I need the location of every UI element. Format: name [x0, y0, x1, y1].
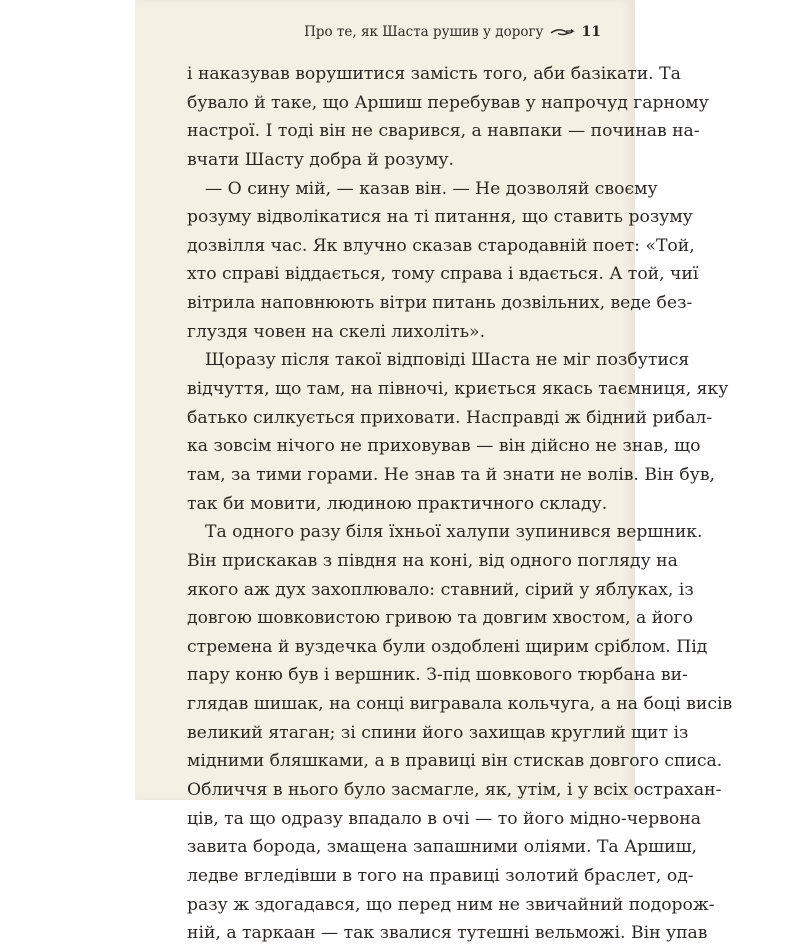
text-line: пару коню був і вершник. З-під шовкового тюрбана ви- [187, 665, 688, 686]
text-line: разу ж здогадався, що перед ним не звичайний подорож- [187, 894, 715, 915]
text-line: мідними бляшками, а в правиці він стискав довгого списа. [187, 751, 723, 772]
body-text [187, 60, 733, 948]
text-line: Обличчя в нього було засмагле, як, утім, і у всіх острахан- [187, 780, 722, 801]
text-line: завита борода, змащена запашними оліями. Та Аршиш, [187, 837, 698, 858]
text-line: вчати Шасту добра й розуму. [187, 149, 454, 170]
text-line: довгою шовковистою гривою та довгим хвостом, а його [187, 608, 693, 629]
text-line: глуздя човен на скелі лихоліть». [187, 321, 486, 342]
text-line: Щоразу після такої відповіді Шаста не міг позбутися [205, 350, 690, 371]
running-title: Про те, як Шаста рушив у дорогу [304, 24, 544, 40]
text-line: ледве вгледівши в того на правиці золотий браслет, од- [187, 865, 694, 886]
text-line: великий ятаган; зі спини його захищав круглий щит із [187, 722, 689, 743]
text-line: батько силкується приховати. Насправді ж бідний рибал- [187, 407, 713, 428]
text-line: хто справі віддається, тому справа і вдається. А той, чиї [187, 264, 699, 285]
ornament-icon [550, 27, 574, 37]
text-line: ній, а таркаан — так звалися тутешні вельможі. Він упав [187, 923, 708, 944]
text-line: настрої. І тоді він не сварився, а навпаки — починав на- [187, 121, 700, 142]
text-line: Він прискакав з півдня на коні, від одного погляду на [187, 550, 678, 571]
text-line: Та одного разу біля їхньої халупи зупинився вершник. [205, 522, 703, 543]
text-line: і наказував ворушитися замість того, аби базікати. Та [187, 64, 681, 84]
text-line: розуму відволікатися на ті питання, що ставить розуму [187, 207, 693, 228]
text-line: відчуття, що там, на півночі, криється якась таємниця, яку [187, 379, 729, 400]
text-line: ка зовсім нічого не приховував — він дійсно не знав, що [187, 436, 701, 457]
text-line: бувало й таке, що Аршиш перебував у напрочуд гарному [187, 92, 709, 113]
text-line: вітрила наповнюють вітри питань дозвільних, веде без- [187, 293, 693, 314]
text-line: так би мовити, людиною практичного складу. [187, 493, 608, 514]
running-header [304, 24, 601, 40]
book-page [135, 0, 733, 944]
text-line: якого аж дух захоплювало: ставний, сірий у яблуках, із [187, 579, 694, 600]
text-line: там, за тими горами. Не знав та й знати не волів. Він був, [187, 464, 716, 485]
text-line: стремена й вуздечка були оздоблені щирим сріблом. Під [187, 636, 708, 657]
text-line: — О сину мій, — казав він. — Не дозволяй своєму [205, 178, 658, 199]
page-number: 11 [581, 24, 601, 40]
text-line: ців, та що одразу впадало в очі — то його мідно-червона [187, 808, 701, 829]
text-line: глядав шишак, на сонці вигравала кольчуга, а на боці висів [187, 694, 733, 715]
text-line: дозвілля час. Як влучно сказав стародавній поет: «Той, [187, 235, 695, 256]
